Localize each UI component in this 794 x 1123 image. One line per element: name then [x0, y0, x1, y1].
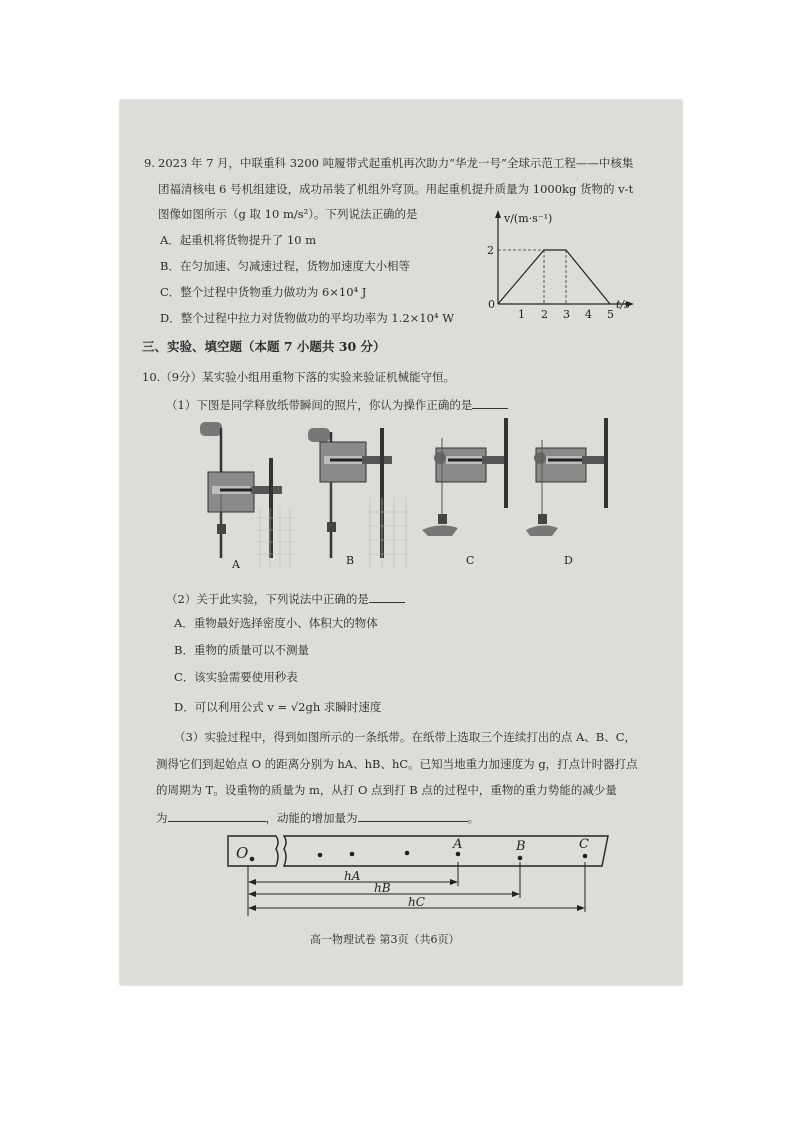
q10-part3-line4: 为 ，动能的增加量为 。 [156, 811, 479, 825]
page-footer: 高一物理试卷 第3页（共6页） [310, 933, 460, 946]
q9-option-d: D．整个过程中拉力对货物做功的平均功率为 1.2×10⁴ W [160, 311, 455, 325]
apparatus-c [422, 418, 506, 536]
q10-part1: （1）下图是同学释放纸带瞬间的照片，你认为操作正确的是 [166, 397, 508, 412]
paper-tape-figure [224, 832, 614, 918]
graph-x-tick: 2 [541, 308, 548, 321]
graph-x-tick: 3 [563, 308, 570, 321]
q9-option-a: A．起重机将货物提升了 10 m [160, 233, 317, 247]
tape-point-o: O [236, 844, 249, 862]
graph-y-tick-2: 2 [487, 244, 494, 257]
tape-point-c: C [579, 837, 589, 852]
q10-option-d: D．可以利用公式 v = √2gh 求瞬时速度 [174, 700, 382, 714]
tape-distance-hc: hC [408, 895, 425, 909]
tape-distance-ha: hA [344, 869, 361, 883]
graph-origin: 0 [488, 298, 495, 311]
tape-point-a: A [453, 837, 463, 852]
q10-header: 10.（9分）某实验小组用重物下落的实验来验证机械能守恒。 [142, 370, 456, 384]
apparatus-d [526, 418, 606, 536]
tape-distance-hb: hB [374, 881, 391, 895]
graph-x-label: t/s [616, 298, 630, 311]
q10-part3-line1: （3）实验过程中，得到如图所示的一条纸带。在纸带上选取三个连续打出的点 A、B、C， [174, 730, 637, 744]
q10-part3-line3: 的周期为 T。设重物的质量为 m，从打 O 点到打 B 点的过程中，重物的重力势能的减少量 [156, 783, 617, 797]
vt-graph [482, 208, 642, 326]
q9-stem-line1: 2023 年 7 月，中联重科 3200 吨履带式起重机再次助力“华龙一号”全球示范工程——中核集 [158, 156, 634, 170]
graph-x-tick: 5 [607, 308, 614, 321]
q9-stem-line2: 团福清核电 6 号机组建设，成功吊装了机组外穹顶。用起重机提升质量为 1000kg 货物的 v-t [158, 182, 634, 196]
figure-label-d: D [564, 554, 573, 567]
q10-option-c: C．该实验需要使用秒表 [174, 670, 298, 684]
q9-option-b: B．在匀加速、匀减速过程，货物加速度大小相等 [160, 259, 410, 273]
q10-option-a: A．重物最好选择密度小、体积大的物体 [174, 616, 378, 630]
graph-x-tick: 4 [585, 308, 592, 321]
apparatus-a [200, 422, 294, 568]
apparatus-b [308, 428, 410, 568]
section-title: 三、实验、填空题（本题 7 小题共 30 分） [142, 339, 386, 354]
q10-part3-line2: 测得它们到起始点 O 的距离分别为 hA、hB、hC。已知当地重力加速度为 g，打点计时器打点 [156, 757, 638, 771]
q10-part2: （2）关于此实验，下列说法中正确的是 [166, 591, 405, 606]
figure-label-a: A [232, 558, 240, 571]
apparatus-figure [190, 418, 630, 573]
figure-label-b: B [346, 554, 355, 567]
tape-point-b: B [516, 839, 526, 854]
graph-y-label: v/(m·s⁻¹) [504, 212, 553, 225]
graph-x-tick: 1 [518, 308, 525, 321]
q9-option-c: C．整个过程中货物重力做功为 6×10⁴ J [160, 285, 367, 299]
exam-page [120, 100, 682, 985]
q9-number: 9. [144, 156, 155, 170]
figure-label-c: C [466, 554, 475, 567]
q10-option-b: B．重物的质量可以不测量 [174, 643, 309, 657]
q9-stem-line3: 图像如图所示（g 取 10 m/s²）。下列说法正确的是 [158, 207, 418, 221]
